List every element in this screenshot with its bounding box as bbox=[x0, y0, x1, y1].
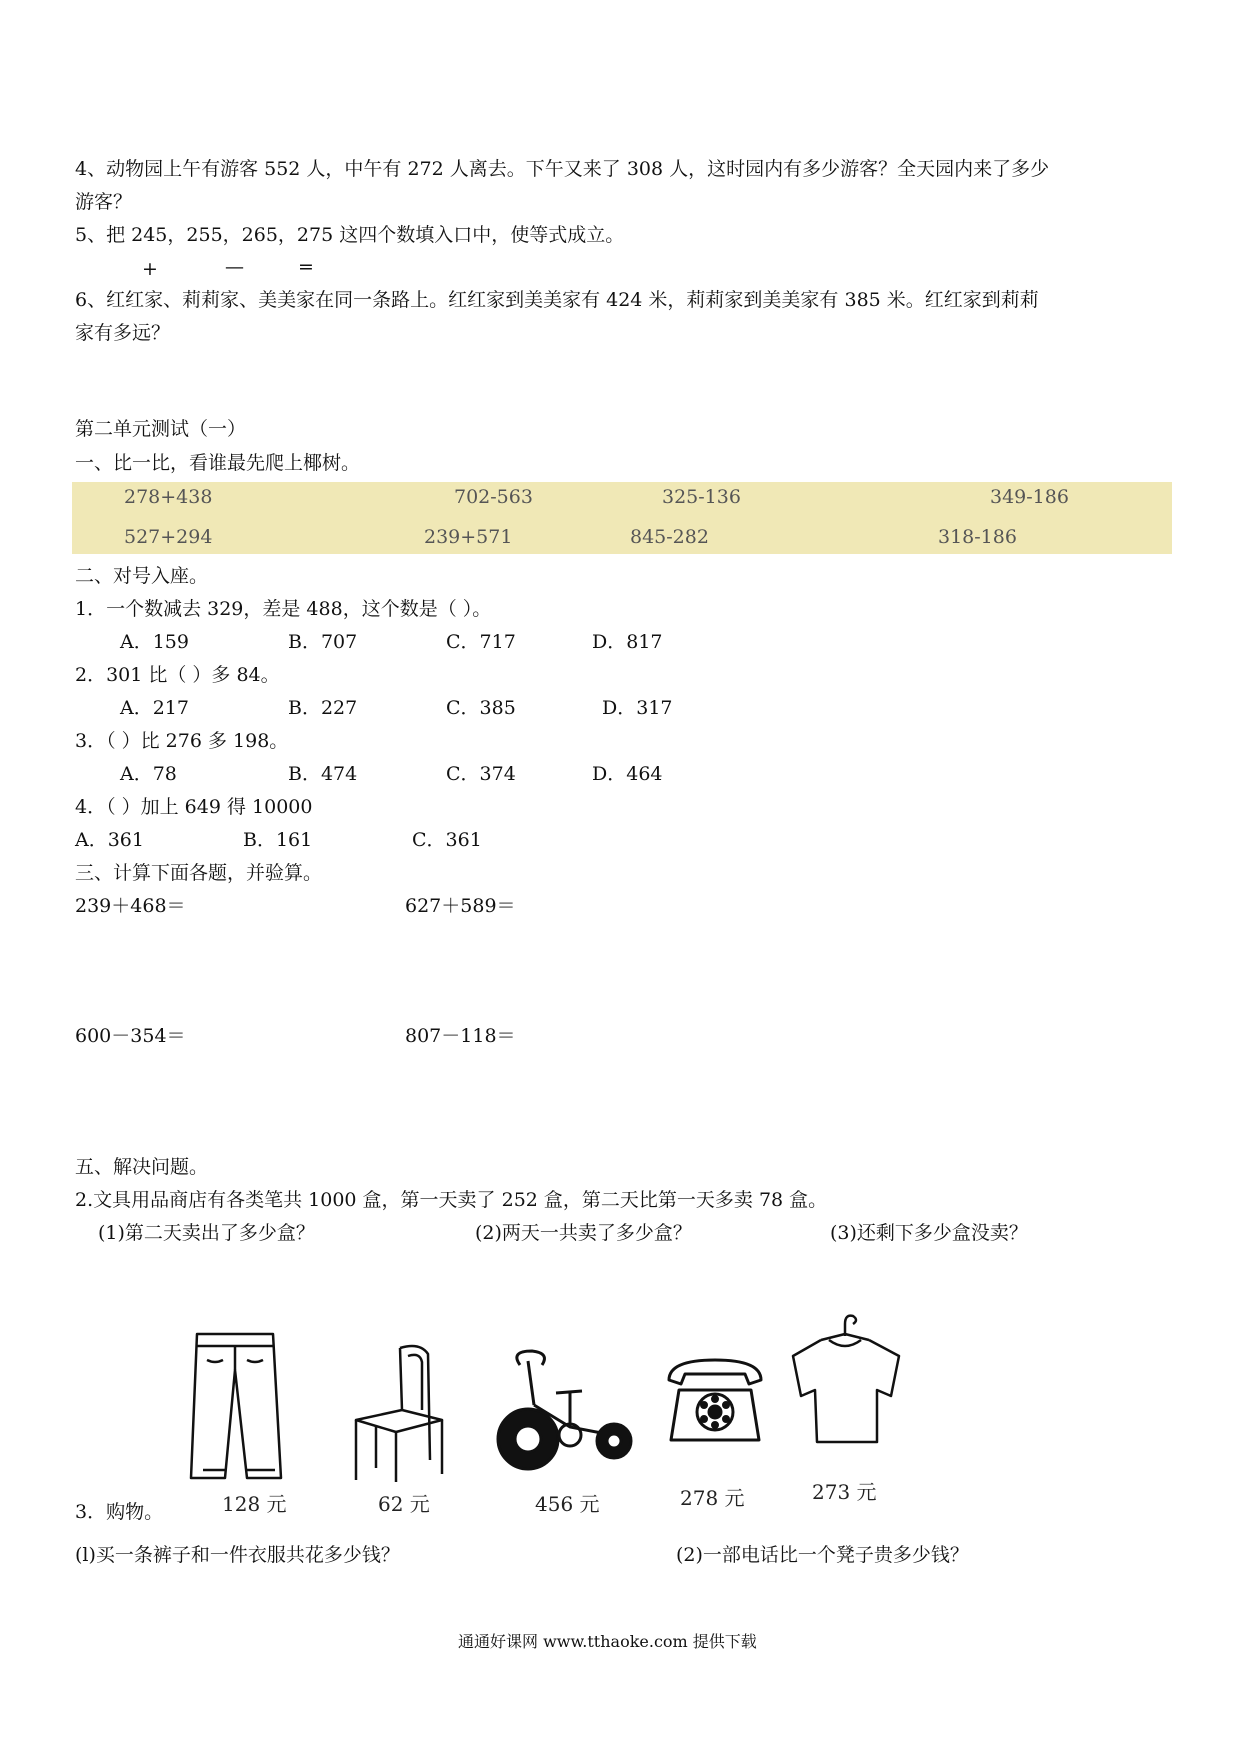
equation-equals: = bbox=[298, 256, 314, 278]
option-d: D．464 bbox=[592, 763, 663, 785]
word-problem-2: 2.文具用品商店有各类笔共 1000 盒，第一天卖了 252 盒，第二天比第一天多卖 78 盒。 bbox=[75, 1189, 828, 1211]
chair-picture bbox=[350, 1340, 446, 1485]
calc-exercise: 600－354＝ bbox=[75, 1025, 186, 1047]
calc-exercise: 239＋468＝ bbox=[75, 895, 186, 917]
option-b: B．227 bbox=[288, 697, 358, 719]
problem-6-line1: 6、红红家、莉莉家、美美家在同一条路上。红红家到美美家有 424 米，莉莉家到美美家有 385 米。红红家到莉莉 bbox=[75, 289, 1039, 311]
section3-heading: 三、计算下面各题，并验算。 bbox=[75, 862, 323, 884]
option-b: B．474 bbox=[288, 763, 358, 785]
compare-band bbox=[72, 482, 1172, 554]
problem-4-line2: 游客？ bbox=[75, 191, 133, 213]
option-a: A．361 bbox=[75, 829, 144, 851]
option-b: B．707 bbox=[288, 631, 358, 653]
unit-title: 第二单元测试（一） bbox=[75, 418, 247, 440]
calc-item: 278+438 bbox=[124, 486, 213, 508]
calc-exercise: 627＋589＝ bbox=[405, 895, 516, 917]
option-a: A．78 bbox=[120, 763, 177, 785]
price-tshirt: 273 元 bbox=[812, 1480, 877, 1504]
sub-question: (2)两天一共卖了多少盒？ bbox=[475, 1222, 692, 1244]
calc-item: 702-563 bbox=[454, 486, 533, 508]
calc-item: 318-186 bbox=[938, 526, 1017, 548]
option-c: C．374 bbox=[446, 763, 516, 785]
choice-question-2: 2．301 比（ ）多 84。 bbox=[75, 664, 280, 686]
option-c: C．385 bbox=[446, 697, 516, 719]
trousers-picture bbox=[185, 1330, 285, 1482]
footer-credit: 通通好课网 www.tthaoke.com 提供下载 bbox=[458, 1632, 757, 1651]
equation-plus: + bbox=[142, 258, 158, 280]
shopping-heading: 3．购物。 bbox=[75, 1501, 164, 1523]
tricycle-picture bbox=[490, 1345, 640, 1475]
sub-question: (1)第二天卖出了多少盒？ bbox=[98, 1222, 315, 1244]
option-c: C．361 bbox=[412, 829, 482, 851]
telephone-picture bbox=[665, 1350, 765, 1446]
option-b: B．161 bbox=[243, 829, 313, 851]
option-a: A．217 bbox=[120, 697, 189, 719]
option-c: C．717 bbox=[446, 631, 516, 653]
problem-6-line2: 家有多远？ bbox=[75, 322, 171, 344]
option-a: A．159 bbox=[120, 631, 189, 653]
price-telephone: 278 元 bbox=[680, 1486, 745, 1510]
sub-question: (3)还剩下多少盒没卖？ bbox=[830, 1222, 1028, 1244]
price-trousers: 128 元 bbox=[222, 1492, 287, 1516]
section1-heading: 一、比一比，看谁最先爬上椰树。 bbox=[75, 452, 361, 474]
section2-heading: 二、对号入座。 bbox=[75, 565, 209, 587]
price-tricycle: 456 元 bbox=[535, 1492, 600, 1516]
sub-question: (2)一部电话比一个凳子贵多少钱？ bbox=[676, 1544, 969, 1566]
calc-item: 349-186 bbox=[990, 486, 1069, 508]
calc-exercise: 807－118＝ bbox=[405, 1025, 516, 1047]
calc-item: 325-136 bbox=[662, 486, 741, 508]
section5-heading: 五、解决问题。 bbox=[75, 1156, 209, 1178]
calc-item: 239+571 bbox=[424, 526, 513, 548]
price-chair: 62 元 bbox=[378, 1492, 430, 1516]
calc-item: 527+294 bbox=[124, 526, 213, 548]
option-d: D．817 bbox=[592, 631, 663, 653]
choice-question-4: 4．（ ）加上 649 得 10000 bbox=[75, 796, 313, 818]
problem-5: 5、把 245，255，265，275 这四个数填入口中，使等式成立。 bbox=[75, 224, 625, 246]
choice-question-3: 3．（ ）比 276 多 198。 bbox=[75, 730, 289, 752]
calc-item: 845-282 bbox=[630, 526, 709, 548]
problem-4-line1: 4、动物园上午有游客 552 人，中午有 272 人离去。下午又来了 308 人，这时园内有多少游客？全天园内来了多少 bbox=[75, 158, 1050, 180]
tshirt-picture bbox=[785, 1310, 905, 1446]
equation-minus: — bbox=[225, 256, 244, 278]
sub-question: (l)买一条裤子和一件衣服共花多少钱？ bbox=[75, 1544, 400, 1566]
choice-question-1: 1．一个数减去 329，差是 488，这个数是（ ）。 bbox=[75, 598, 492, 620]
option-d: D．317 bbox=[602, 697, 673, 719]
